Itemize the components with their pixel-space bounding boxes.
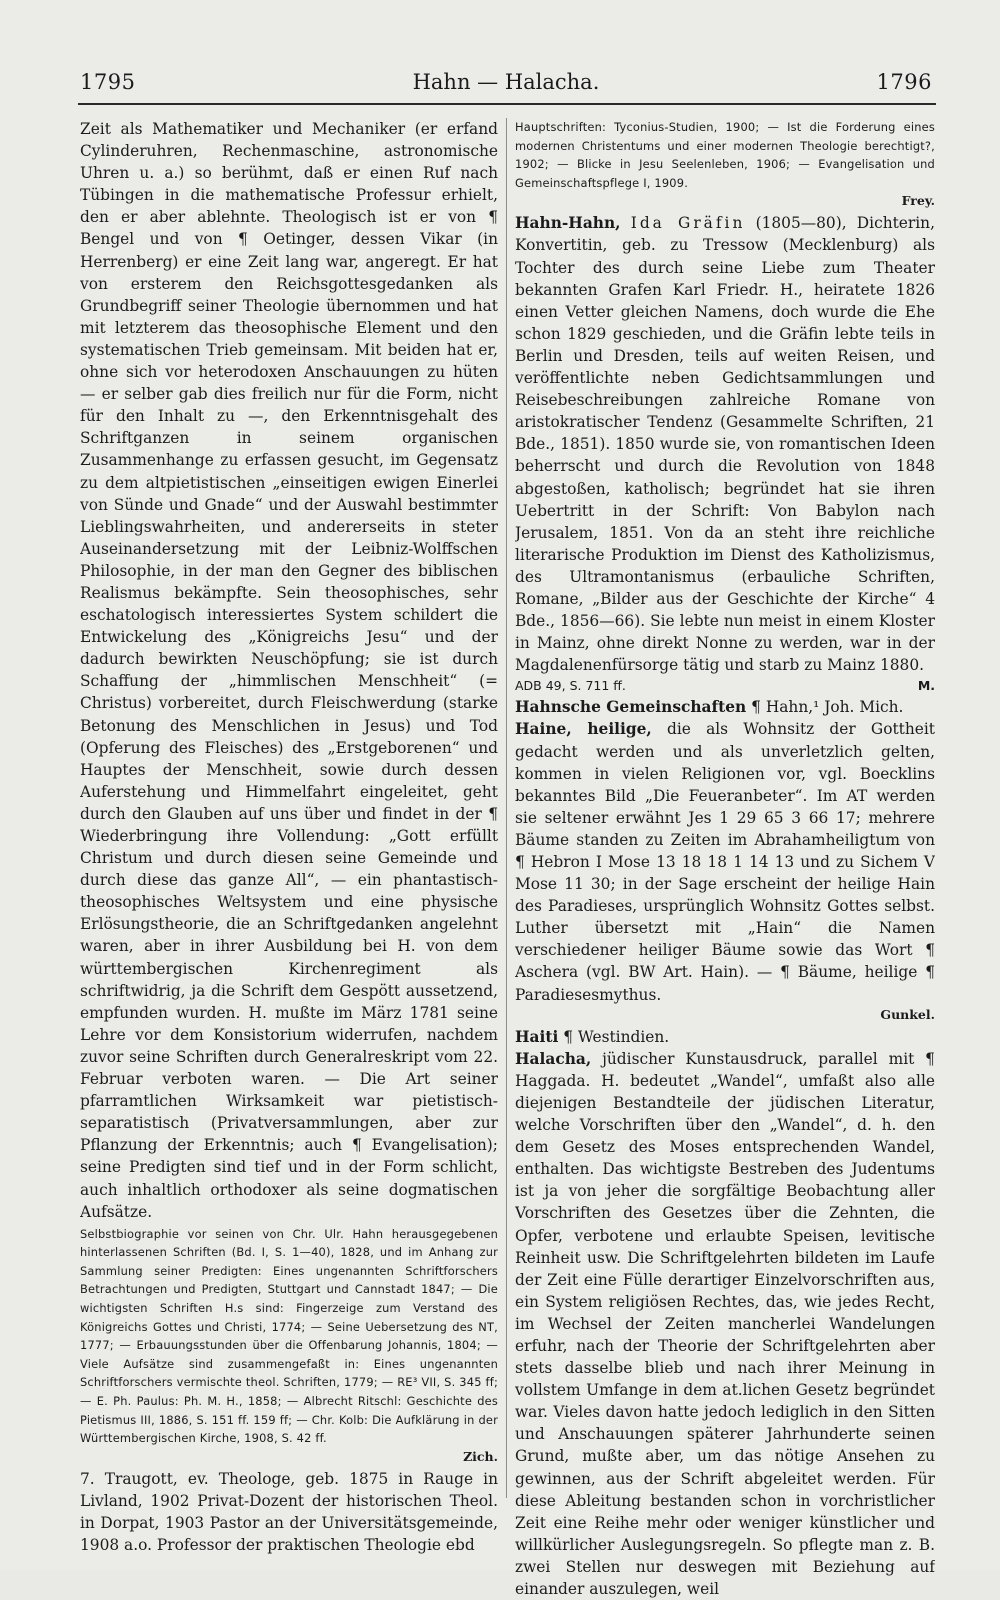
entry-haiti — [515, 1026, 935, 1048]
hahn-article-text: Zeit als Mathematiker und Mechaniker (er erfand Cylinderuhren, Rechenmaschine, astronomische Uhren u. a.) so berühmt, daß er einen Ruf nach Tübingen in die mathematische Professur erhielt, den er aber ablehnte. Theologisch ist er von ¶ Bengel und von ¶ Oetinger, dessen Vikar (in Herrenberg) er eine Zeit lang war, angeregt. Er hat von ersterem den Reichsgottesgedanken als Grundbegriff seiner Theologie übernommen und hat mit letzterem das theosophische Element und den systematischen Trieb gemeinsam. Mit beiden hat er, ohne sich vor heterodoxen Anschauungen zu hüten — er selber gab dies freilich nur für die Form, nicht für den Inhalt zu —, den Erkenntnisgehalt des Schriftganzen in seinem organischen Zusammenhange zu erfassen gesucht, im Gegensatz zu dem altpietistischen „einseitigen ewigen Einerlei von Sünde und Gnade“ und der Auswahl bestimmter Lieblingswahrheiten, und andererseits in steter Auseinandersetzung mit der Leibniz-Wolffschen Philosophie, in der man den Gegner des biblischen Realismus bekämpfte. Sein theosophisches, sehr eschatologisch interessiertes System schildert die Entwickelung des „Königreichs Jesu“ und der dadurch bewirkten Neuschöpfung; sie ist durch Schaffung der „himmlischen Menschheit“ (= Christus) vorbereitet, durch Fleischwerdung (starke Betonung des Menschlichen in Jesus) und Tod (Opferung des Fleisches) des „Erstgeborenen“ und Hauptes der Menschheit, sowie durch dessen Auferstehung und Himmelfahrt eingeleitet, geht durch den Glauben auf uns über und findet in der ¶ Wiederbringung ihre Vollendung: „Gott erfüllt Christum und durch diesen seine Gemeinde und durch diese das ganze All“, — ein phantastisch-theosophisches Weltsystem und eine physische Erlösungstheorie, die an Schriftgedanken angelehnt waren, aber in ihrer Ausbildung bei H. von dem württembergischen Kirchenregiment als schriftwidrig, ja die Schrift dem Gespött aussetzend, empfunden wurden. H. mußte im März 1781 seine Lehre vor dem Konsistorium widerrufen, nachdem zuvor seine Schriften durch Generalreskript vom 22. Februar verboten waren. — Die Art seiner pfarramtlichen Wirksamkeit war pietistisch-separatistisch (Privatversammlungen, aber zur Pflanzung der Erkenntnis; auch ¶ Evangelisation); seine Predigten sind tief und in der Form schlicht, auch inhaltlich orthodoxer als seine dogmatischen Aufsätze. — [80, 120, 498, 1221]
traugott-bibliography: Hauptschriften: Tyconius-Studien, 1900; — Ist die Forderung eines modernen Christentums und einer modernen Theologie berechtigt?, 1902; — Blicke in Jesu Seelenleben, 1906; — Evangelisation und Gemeinschaftspflege I, 1909. — [515, 120, 935, 190]
hahn-hahn-text: (1805—80), Dichterin, Konvertitin, geb. zu Tressow (Mecklenburg) als Tochter des durch seine Liebe zum Theater bekannten Grafen Karl Friedr. H., heiratete 1826 einen Vetter gleichen Namens, doch wurde die Ehe schon 1829 geschieden, und die Gräfin lebte teils in Berlin und Dresden, teils auf weiten Reisen, und veröffentlichte neben Gedichtsammlungen und Reisebeschreibungen zahlreiche Romane von aristokratischer Tendenz (Gesammelte Schriften, 21 Bde., 1851). 1850 wurde sie, von romantischen Ideen beherrscht und durch die Revolution von 1848 abgestoßen, katholisch; begründet hat sie ihren Uebertritt in der Schrift: Von Babylon nach Jerusalem, 1851. Von da an steht ihre reichliche literarische Produktion im Dienst des Katholizismus, des Ultramontanismus (erbauliche Schriften, Romane, „Bilder aus der Geschichte der Kirche“ 4 Bde., 1856—66). Sie lebte nun meist in einem Kloster in Mainz, ohne direkt Nonne zu werden, war in der Magdalenenfürsorge tätig und starb zu Mainz 1880. — [515, 214, 935, 675]
right-column — [515, 118, 935, 1600]
headword-haine-heilige: Haine, heilige, — [515, 720, 652, 739]
author-signature-frey: Frey. — [901, 193, 935, 209]
header-rule — [78, 103, 936, 105]
adb-reference-line — [515, 676, 935, 696]
adb-reference: ADB 49, S. 711 ff. — [515, 678, 626, 694]
entry-hahnsche-gemeinschaften — [515, 696, 935, 718]
left-column — [80, 118, 498, 1556]
headword-haiti: Haiti — [515, 1027, 559, 1046]
halacha-text: jüdischer Kunstausdruck, parallel mit ¶ Haggada. H. bedeutet „Wandel“, umfaßt also alle diejenigen Bestandteile der jüdischen Literatur, welche Vorschriften über den „Wandel“, d. h. den dem Gesetz des Moses entsprechenden Wandel, enthalten. Das wichtigste Bestreben des Judentums ist ja von jeher die sorgfältige Beobachtung aller Vorschriften des Gesetzes über die Zehnten, die Opfer, verbotene und erlaubte Speisen, levitische Reinheit usw. Die Schriftgelehrten bildeten im Laufe der Zeit eine Fülle derartiger Einzelvorschriften aus, ein System religiösen Rechtes, das, wie jedes Recht, im Wechsel der Zeiten mancherlei Wandelungen erfuhr, nach der Theorie der Schriftgelehrten aber stets dasselbe blieb und nach ihrer Meinung in vollstem Umfange in dem at.lichen Gesetz begründet war. Vieles davon hatte jedoch lediglich in den Sitten und Anschauungen späterer Jahrhunderte seinen Grund, mußte aber, um das nötige Ansehen zu gewinnen, aus der Schrift abgeleitet werden. Für diese Ableitung bestanden schon in vorchristlicher Zeit eine Reihe mehr oder weniger künstlicher und willkürlicher Auslegungsregeln. So pflegte man z. B. zwei Stellen nur deswegen mit Beziehung auf einander auszulegen, weil — [515, 1049, 935, 1598]
column-divider — [506, 118, 507, 1498]
headword-halacha: Halacha, — [515, 1049, 592, 1068]
right-page-number: 1796 — [876, 70, 932, 94]
author-signature-zich: Zich. — [463, 1448, 498, 1464]
hahnsche-gemeinschaften-text: ¶ Hahn,¹ Joh. Mich. — [751, 698, 904, 717]
haine-heilige-text: die als Wohnsitz der Gottheit gedacht werden und als unverletzlich gelten, kommen in vielen Religionen vor, vgl. Boecklins bekanntes Bild „Die Feueranbeter“. Im AT werden sie seltener erwähnt Jes 1 29 65 3 66 17; mehrere Bäume standen zu Zeiten im Abrahamheiligtum von ¶ Hebron I Mose 13 18 18 1 14 13 und zu Sichem V Mose 11 30; in der Sage erscheint der heilige Hain des Paradieses, ursprünglich Wohnsitz Gottes selbst. Luther übersetzt mit „Hain“ die Namen verschiedener heiliger Bäume sowie das Wort ¶ Aschera (vgl. BW Art. Hain). — ¶ Bäume, heilige ¶ Paradiesesmythus. — [515, 720, 935, 1004]
entry-hahn-hahn — [515, 212, 935, 676]
traugott-entry: 7. Traugott, ev. Theologe, geb. 1875 in Rauge in Livland, 1902 Privat-Dozent der historischen Theol. in Dorpat, 1903 Pastor an der Universitätsgemeinde, 1908 a.o. Professor der praktischen Theologie ebd — [80, 1469, 498, 1555]
haiti-text: ¶ Westindien. — [563, 1027, 670, 1046]
running-head: Hahn — Halacha. — [412, 70, 600, 94]
left-page-number: 1795 — [80, 70, 136, 94]
page-header — [80, 70, 932, 102]
author-signature-gunkel: Gunkel. — [880, 1006, 935, 1022]
entry-halacha — [515, 1048, 935, 1600]
entry-haine-heilige — [515, 718, 935, 1005]
author-signature-m: M. — [917, 678, 935, 694]
headword-hahn-hahn: Hahn-Hahn, — [515, 214, 621, 233]
hahn-bibliography: Selbstbiographie vor seinen von Chr. Ulr. Hahn herausgegebenen hinterlassenen Schriften (Bd. I, S. 1—40), 1828, und im Anhang zur Sammlung seiner Predigten: Eines ungenannten Schriftforschers Betrachtungen und Predigten, Stuttgart und Cannstadt 1847; — Die wichtigsten Schriften H.s sind: Fingerzeige zum Verstand des Königreichs Gottes und Christi, 1774; — Seine Uebersetzung des NT, 1777; — Erbauungsstunden über die Offenbarung Johannis, 1804; — Viele Aufsätze sind zusammengefaßt in: Eines ungenannten Schriftforschers vermischte theol. Schriften, 1779; — RE³ VII, S. 345 ff; — E. Ph. Paulus: Ph. M. H., 1858; — Albrecht Ritschl: Geschichte des Pietismus III, 1886, S. 151 ff. 159 ff; — Chr. Kolb: Die Aufklärung in der Württembergischen Kirche, 1908, S. 42 ff. — [80, 1226, 498, 1446]
headword-hahnsche-gemeinschaften: Hahnsche Gemeinschaften — [515, 698, 747, 717]
hahn-hahn-name: Ida Gräfin — [630, 214, 746, 233]
